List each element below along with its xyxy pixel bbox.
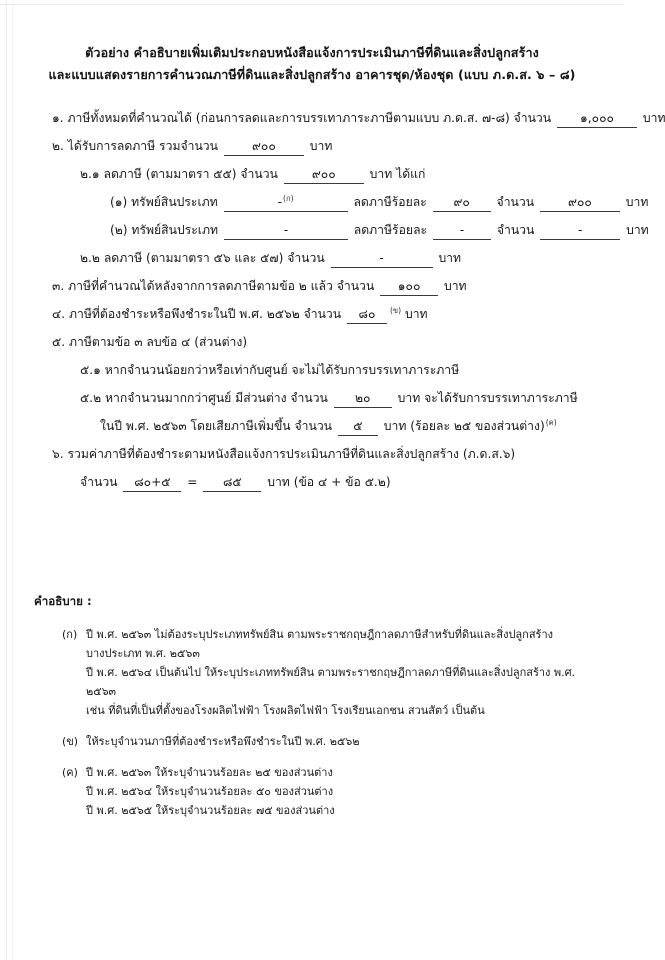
document-title — [0, 42, 624, 86]
item-6-total-label: จำนวน — [80, 475, 118, 489]
row-1-rate-label: ลดภาษีร้อยละ — [353, 195, 427, 209]
note-line: เช่น ที่ดินที่เป็นที่ตั้งของโรงผลิตไฟฟ้า โรงผลิตไฟฟ้า โรงเรียนเอกชน สวนสัตว์ เป็นต้น — [86, 704, 485, 717]
item-6-number: ๖. — [52, 447, 64, 461]
note-body — [86, 625, 584, 720]
item-5-2-footnote-marker: (ค) — [545, 417, 557, 427]
item-2-1 — [52, 160, 578, 188]
item-1-text: ภาษีทั้งหมดที่คำนวณได้ (ก่อนการลดและการบรรเทาภาระภาษีตามแบบ ภ.ด.ส. ๗-๘) จำนวน — [67, 111, 552, 125]
document-body — [0, 104, 665, 496]
row-1-marker: (๑) — [110, 195, 128, 209]
item-5-2-line-2 — [52, 412, 578, 440]
note-marker: (ก) — [62, 628, 78, 641]
note-line: ปี พ.ศ. ๒๕๖๓ ให้ระบุจำนวนร้อยละ ๒๕ ของส่วนต่าง — [86, 766, 333, 779]
item-2-number: ๒. — [52, 139, 64, 153]
note-line: บางประเภท พ.ศ. ๒๕๖๓ — [86, 647, 200, 660]
row-2-amount-label: จำนวน — [496, 223, 535, 237]
item-5-1 — [52, 356, 578, 384]
item-3-unit: บาท — [443, 279, 467, 293]
item-5-1-text: หากจำนวนน้อยกว่าหรือเท่ากับศูนย์ จะไม่ได้รับการบรรเทาภาระภาษี — [104, 363, 460, 377]
row-2-marker: (๒) — [110, 223, 128, 237]
item-2-2-unit: บาท — [438, 251, 462, 265]
item-2-1-suffix: ได้แก่ — [396, 167, 426, 181]
item-2-2-value[interactable]: - — [331, 250, 433, 268]
item-5-2-line2-text: ในปี พ.ศ. ๒๕๖๓ โดยเสียภาษีเพิ่มขึ้น จำนวน — [100, 419, 333, 433]
note-line: ปี พ.ศ. ๒๕๖๔ เป็นต้นไป ให้ระบุประเภททรัพย์สิน ตามพระราชกฤษฎีกาลดภาษีที่ดินและสิ่งปลูกสร้าง พ.ศ. ๒๕๖๓ — [86, 666, 576, 698]
item-6-suffix: บาท (ข้อ ๔ + ข้อ ๕.๒) — [267, 475, 391, 489]
item-6-result[interactable]: ๘๕ — [203, 474, 261, 492]
row-1-type-value[interactable]: -$^{(ก)}$ — [224, 194, 348, 212]
item-5-2 — [52, 384, 578, 412]
item-2-1-row-2 — [52, 216, 649, 244]
row-1-rate-value[interactable]: ๙๐ — [433, 194, 491, 212]
item-2-value[interactable]: ๙๐๐ — [224, 138, 304, 156]
item-1-number: ๑. — [52, 111, 64, 125]
item-3-value[interactable]: ๑๐๐ — [380, 278, 438, 296]
item-5-2-line2-value[interactable]: ๕ — [338, 418, 378, 436]
item-6 — [52, 440, 578, 468]
item-1 — [52, 104, 665, 132]
row-1-type-label: ทรัพย์สินประเภท — [131, 195, 218, 209]
item-5 — [52, 328, 578, 356]
title-line-1: ตัวอย่าง คำอธิบายเพิ่มเติมประกอบหนังสือแจ้งการประเมินภาษีที่ดินและสิ่งปลูกสร้าง — [85, 45, 539, 60]
item-1-value[interactable]: ๑,๐๐๐ — [557, 110, 637, 128]
item-2-1-number: ๒.๑ — [80, 167, 100, 181]
row-2-amount-value[interactable]: - — [540, 222, 620, 240]
row-2-rate-value[interactable]: - — [433, 222, 491, 240]
item-3 — [52, 272, 578, 300]
item-2-text: ได้รับการลดภาษี รวมจำนวน — [67, 139, 218, 153]
item-4-unit: บาท — [404, 307, 428, 321]
item-6-line-2 — [52, 468, 578, 496]
row-1-unit: บาท — [625, 195, 649, 209]
item-5-text: ภาษีตามข้อ ๓ ลบข้อ ๔ (ส่วนต่าง) — [68, 335, 248, 349]
notes-heading: คำอธิบาย : — [34, 594, 92, 608]
title-line-2: และแบบแสดงรายการคำนวณภาษีที่ดินและสิ่งปลูกสร้าง อาคารชุด/ห้องชุด (แบบ ภ.ด.ส. ๖ – ๘) — [48, 67, 576, 82]
note-marker: (ข) — [62, 735, 79, 748]
notes-section — [0, 592, 624, 820]
note-line: ปี พ.ศ. ๒๕๖๔ ให้ระบุจำนวนร้อยละ ๕๐ ของส่วนต่าง — [86, 785, 334, 798]
item-5-2-number: ๕.๒ — [80, 391, 102, 405]
item-2-2 — [52, 244, 578, 272]
item-2-unit: บาท — [309, 139, 333, 153]
item-4 — [52, 300, 578, 328]
item-5-number: ๕. — [52, 335, 66, 349]
item-5-2-value[interactable]: ๒๐ — [334, 390, 392, 408]
row-2-type-value[interactable]: - — [224, 222, 348, 240]
item-2-1-row-1 — [52, 188, 649, 216]
item-4-value[interactable]: ๘๐ — [347, 306, 387, 324]
row-2-unit: บาท — [626, 223, 649, 237]
item-2-1-value[interactable]: ๙๐๐ — [284, 166, 364, 184]
row-1-amount-value[interactable]: ๙๐๐ — [540, 194, 620, 212]
note-body — [86, 732, 584, 751]
item-3-text: ภาษีที่คำนวณได้หลังจากการลดภาษีตามข้อ ๒ แล้ว จำนวน — [68, 279, 375, 293]
item-5-2-line2-suffix: บาท (ร้อยละ ๒๕ ของส่วนต่าง) — [383, 419, 545, 433]
item-4-number: ๔. — [52, 307, 66, 321]
row-2-type-label: ทรัพย์สินประเภท — [131, 223, 219, 237]
note-item — [34, 763, 584, 820]
row-1-amount-label: จำนวน — [496, 195, 535, 209]
item-5-1-number: ๕.๑ — [80, 363, 101, 377]
item-2-1-text: ลดภาษี (ตามมาตรา ๕๕) จำนวน — [103, 167, 278, 181]
item-6-text: รวมค่าภาษีที่ต้องชำระตามหนังสือแจ้งการประเมินภาษีที่ดินและสิ่งปลูกสร้าง (ภ.ด.ส.๖) — [67, 447, 516, 461]
row-1-type-footnote-marker: (ก) — [283, 193, 294, 203]
item-2-2-number: ๒.๒ — [80, 251, 100, 265]
item-2-2-text: ลดภาษี (ตามมาตรา ๕๖ และ ๕๗) จำนวน — [103, 251, 325, 265]
note-line: ให้ระบุจำนวนภาษีที่ต้องชำระหรือพึงชำระในปี พ.ศ. ๒๕๖๒ — [86, 735, 360, 748]
note-item — [34, 732, 584, 751]
note-line: ปี พ.ศ. ๒๕๖๓ ไม่ต้องระบุประเภททรัพย์สิน ตามพระราชกฤษฎีกาลดภาษีสำหรับที่ดินและสิ่งปลูกสร้าง — [86, 628, 553, 641]
item-2 — [52, 132, 578, 160]
item-3-number: ๓. — [52, 279, 65, 293]
item-6-operand[interactable]: ๘๐+๕ — [123, 474, 181, 492]
item-4-text: ภาษีที่ต้องชำระหรือพึงชำระในปี พ.ศ. ๒๕๖๒ จำนวน — [68, 307, 342, 321]
item-4-footnote-marker: (ข) — [389, 305, 402, 315]
note-line: ปี พ.ศ. ๒๕๖๕ ให้ระบุจำนวนร้อยละ ๗๕ ของส่วนต่าง — [86, 804, 335, 817]
note-body — [86, 763, 584, 820]
note-marker: (ค) — [62, 766, 78, 779]
item-1-unit: บาท — [642, 111, 665, 125]
item-6-equals-sign: = — [187, 475, 198, 489]
note-item — [34, 625, 584, 720]
item-2-1-unit: บาท — [369, 167, 393, 181]
item-5-2-suffix: บาท จะได้รับการบรรเทาภาระภาษี — [397, 391, 578, 405]
item-5-2-text: หากจำนวนมากกว่าศูนย์ มีส่วนต่าง จำนวน — [105, 391, 328, 405]
row-2-rate-label: ลดภาษีร้อยละ — [353, 223, 428, 237]
